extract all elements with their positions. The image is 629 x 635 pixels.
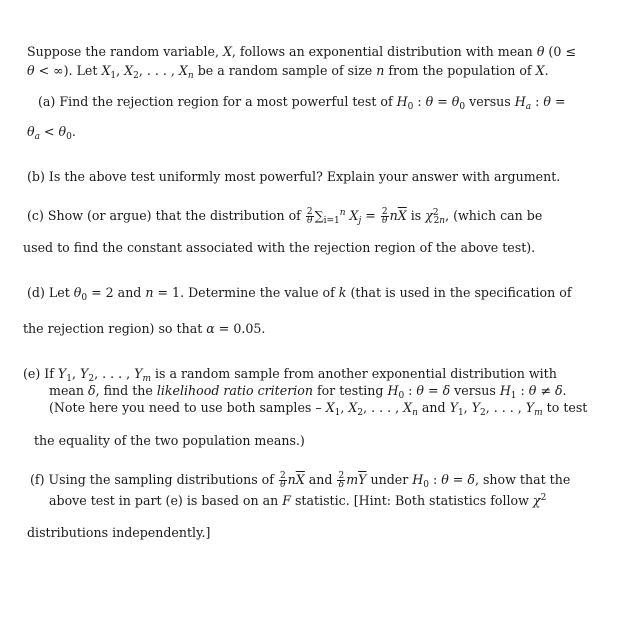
part-e-line-1: (e) If $Y_1$, $Y_2$, . . . , $Y_m$ is a random sample from another exponential distribution with	[23, 366, 557, 384]
part-c-line-1: (c) Show (or argue) that the distribution of $\frac{2}{\theta}$ $\sum_{i=1}^n$ $X_j$ = $\frac{2}{\theta}$ $n\overline{X}$ is $\chi^2_{2n}$, (which can be	[27, 207, 543, 226]
part-d-line-2: the rejection region) so that α = 0.05.	[23, 321, 266, 336]
problem-intro-line-1: Suppose the random variable, X, follows an exponential distribution with mean θ (0 ≤	[27, 44, 576, 59]
part-c-line-2: used to find the constant associated with the rejection region of the above test).	[23, 240, 536, 255]
part-f-line-3: distributions independently.]	[27, 525, 211, 540]
part-b-line-1: (b) Is the above test uniformly most powerful? Explain your answer with argument.	[27, 169, 561, 184]
part-f-line-2: above test in part (e) is based on an F statistic. [Hint: Both statistics follow $\chi^2$	[49, 493, 547, 508]
part-f-line-1: (f) Using the sampling distributions of $\frac{2}{\theta}$ $n\overline{X}$ and $\frac{2}{\delta}$ $m\overline{Y}$ under $H_0$ : θ = δ, show that the	[30, 471, 571, 490]
problem-intro-line-2: θ < ∞). Let $X_1$, $X_2$, . . . , $X_n$ be a random sample of size n from the population of X.	[27, 63, 549, 81]
part-e-line-3: (Note here you need to use both samples – $X_1$, $X_2$, . . . , $X_n$ and $Y_1$, $Y_2$, . . . , $Y_m$ to test	[49, 400, 588, 418]
part-a-line-2: $\theta_a < \theta_0$.	[27, 124, 76, 142]
part-a-line-1: (a) Find the rejection region for a most powerful test of $H_0$ : $\theta = \theta_0$ versus $H_a$ : θ =	[38, 94, 566, 112]
part-e-line-4: the equality of the two population means.)	[34, 433, 305, 448]
part-d-line-1: (d) Let $\theta_0 = 2$ and n = 1. Determine the value of k (that is used in the specification of	[27, 285, 572, 303]
part-e-line-2: mean δ, find the likelihood ratio criterion for testing $H_0$ : θ = δ versus $H_1$ : θ ≠ δ.	[49, 383, 567, 401]
